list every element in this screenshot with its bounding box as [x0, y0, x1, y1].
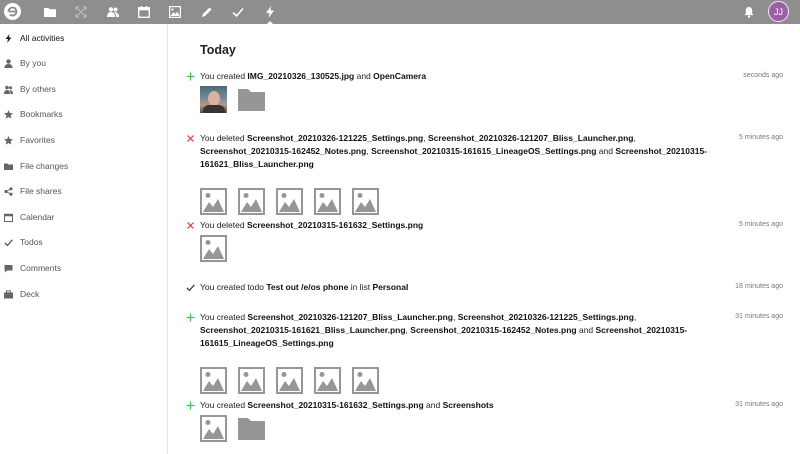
star-icon [4, 110, 13, 119]
photo-thumbnail[interactable] [200, 86, 227, 113]
folder-icon[interactable] [238, 86, 265, 113]
activity-message [200, 219, 710, 232]
image-placeholder-icon[interactable] [238, 367, 265, 394]
activity-message [200, 399, 710, 412]
activity-text: , [633, 312, 637, 322]
activity-object-link[interactable]: Screenshot_20210315-161615_LineageOS_Settings.png [371, 146, 597, 156]
activity-message [200, 132, 710, 171]
plus-icon [186, 401, 195, 410]
sidebar-item-label: Calendar [20, 212, 55, 222]
activity-text: and [423, 400, 443, 410]
activity-app-icon[interactable] [261, 3, 279, 21]
sidebar-item-by-you[interactable] [0, 51, 168, 75]
activity-object-link[interactable]: Screenshot_20210315-161632_Settings.png [246, 220, 424, 230]
activity-text: You deleted [200, 220, 247, 230]
activity-object-link[interactable]: Screenshot_20210315-162452_Notes.png [410, 325, 577, 335]
deck-icon [4, 290, 13, 299]
sidebar-item-label: Comments [20, 263, 62, 273]
activity-object-link[interactable]: IMG_20210326_130525.jpg [247, 71, 355, 81]
image-placeholder-icon[interactable] [352, 188, 379, 215]
activity-timestamp: 5 minutes ago [739, 221, 783, 228]
image-placeholder-icon[interactable] [200, 235, 227, 262]
activity-object-link[interactable]: Screenshots [442, 400, 494, 410]
sidebar-item-label: Todos [20, 237, 43, 247]
activity-object-link[interactable]: Screenshot_20210315-161621_Bliss_Launcher.png [200, 325, 406, 335]
activity-text: , [633, 133, 636, 143]
activity-text: You created todo [200, 282, 267, 292]
activity-previews [200, 188, 379, 215]
tasks-app-icon[interactable] [229, 3, 247, 21]
sidebar-item-label: File shares [20, 186, 62, 196]
activity-text: in list [348, 282, 373, 292]
delete-x-icon [186, 221, 195, 230]
activity-text: You created [200, 312, 248, 322]
sidebar-item-file-shares[interactable] [0, 179, 168, 203]
activity-object-link[interactable]: Screenshot_20210326-121207_Bliss_Launcher.png [427, 133, 634, 143]
checkmark-icon [186, 283, 195, 292]
activity-text: You created [200, 400, 248, 410]
activity-object-link[interactable]: Screenshot_20210326-121225_Settings.png [246, 133, 424, 143]
sidebar-item-label: By others [20, 84, 56, 94]
plus-icon [186, 72, 195, 81]
activity-text: , [405, 325, 411, 335]
sidebar-item-all-activities[interactable] [0, 26, 168, 50]
activity-message [200, 70, 710, 83]
activity-object-link[interactable]: Test out /e/os phone [266, 282, 349, 292]
activity-text: , [366, 146, 372, 156]
activity-object-link[interactable]: Screenshot_20210326-121207_Bliss_Launcher.png [247, 312, 453, 322]
e-logo-icon[interactable] [4, 3, 21, 20]
image-placeholder-icon[interactable] [276, 188, 303, 215]
users-icon [4, 85, 13, 94]
comment-icon [4, 264, 13, 273]
activity-text: , [423, 133, 428, 143]
activity-object-link[interactable]: Screenshot_20210315-162452_Notes.png [200, 146, 367, 156]
user-avatar[interactable]: JJ [768, 1, 789, 22]
activity-message [200, 311, 710, 350]
user-icon [4, 59, 13, 68]
activity-text: You deleted [200, 133, 247, 143]
notifications-bell-icon[interactable] [742, 5, 756, 19]
notes-app-icon[interactable] [198, 3, 216, 21]
sidebar-item-label: Deck [20, 289, 40, 299]
activity-timestamp: 31 minutes ago [735, 401, 783, 408]
sidebar-item-todos[interactable] [0, 230, 168, 254]
sidebar-item-label: By you [20, 58, 46, 68]
image-placeholder-icon[interactable] [352, 367, 379, 394]
activity-previews [200, 86, 265, 113]
activity-stream [169, 24, 800, 454]
activity-object-link[interactable]: Screenshot_20210326-121225_Settings.png [457, 312, 634, 322]
activity-object-link[interactable]: Screenshot_20210315-161632_Settings.png [247, 400, 424, 410]
sidebar-item-calendar[interactable] [0, 205, 168, 229]
lightning-icon [4, 34, 13, 43]
activity-previews [200, 415, 265, 442]
sidebar-item-label: Bookmarks [20, 109, 63, 119]
sidebar-item-favorites[interactable] [0, 128, 168, 152]
activity-timestamp: 31 minutes ago [735, 313, 783, 320]
folder-icon [4, 162, 13, 171]
sidebar-item-comments[interactable] [0, 256, 168, 280]
share-icon [4, 187, 13, 196]
image-placeholder-icon[interactable] [200, 367, 227, 394]
activity-object-link[interactable]: OpenCamera [373, 71, 427, 81]
sidebar-item-deck[interactable] [0, 282, 168, 306]
calendar-icon [4, 213, 13, 222]
activity-previews [200, 367, 379, 394]
activity-text: and [596, 146, 616, 156]
contacts-app-icon[interactable] [104, 3, 122, 21]
sidebar-item-file-changes[interactable] [0, 154, 168, 178]
sidebar-item-label: File changes [20, 161, 69, 171]
activity-timestamp: 18 minutes ago [735, 283, 783, 290]
photos-app-icon[interactable] [166, 3, 184, 21]
image-placeholder-icon[interactable] [200, 415, 227, 442]
image-placeholder-icon[interactable] [314, 188, 341, 215]
activity-text: and [576, 325, 596, 335]
activity-object-link[interactable]: Screenshot_20210315-161621_Bliss_Launcher.png [200, 146, 707, 169]
sidebar-item-bookmarks[interactable] [0, 102, 168, 126]
activity-timestamp: seconds ago [743, 72, 783, 79]
image-placeholder-icon[interactable] [314, 367, 341, 394]
gallery-app-icon[interactable] [72, 3, 90, 21]
checkmark-icon [4, 238, 13, 247]
star-icon [4, 136, 13, 145]
activity-text: You created [200, 71, 248, 81]
image-placeholder-icon[interactable] [276, 367, 303, 394]
activity-text: , [452, 312, 458, 322]
top-bar [0, 0, 800, 24]
folder-icon[interactable] [238, 415, 265, 442]
delete-x-icon [186, 134, 195, 143]
sidebar-item-label: Favorites [20, 135, 55, 145]
sidebar-navigation [0, 24, 168, 454]
activity-timestamp: 5 minutes ago [739, 134, 783, 141]
files-app-icon[interactable] [41, 3, 59, 21]
sidebar-item-by-others[interactable] [0, 77, 168, 101]
activity-object-link[interactable]: Personal [372, 282, 409, 292]
calendar-app-icon[interactable] [135, 3, 153, 21]
image-placeholder-icon[interactable] [238, 188, 265, 215]
sidebar-item-label: All activities [20, 33, 65, 43]
activity-object-link[interactable]: Screenshot_20210315-161615_LineageOS_Settings.png [200, 325, 688, 348]
activity-message [200, 281, 710, 294]
activity-previews [200, 235, 227, 262]
section-heading-today: Today [200, 43, 236, 57]
plus-icon [186, 313, 195, 322]
activity-text: and [354, 71, 374, 81]
image-placeholder-icon[interactable] [200, 188, 227, 215]
